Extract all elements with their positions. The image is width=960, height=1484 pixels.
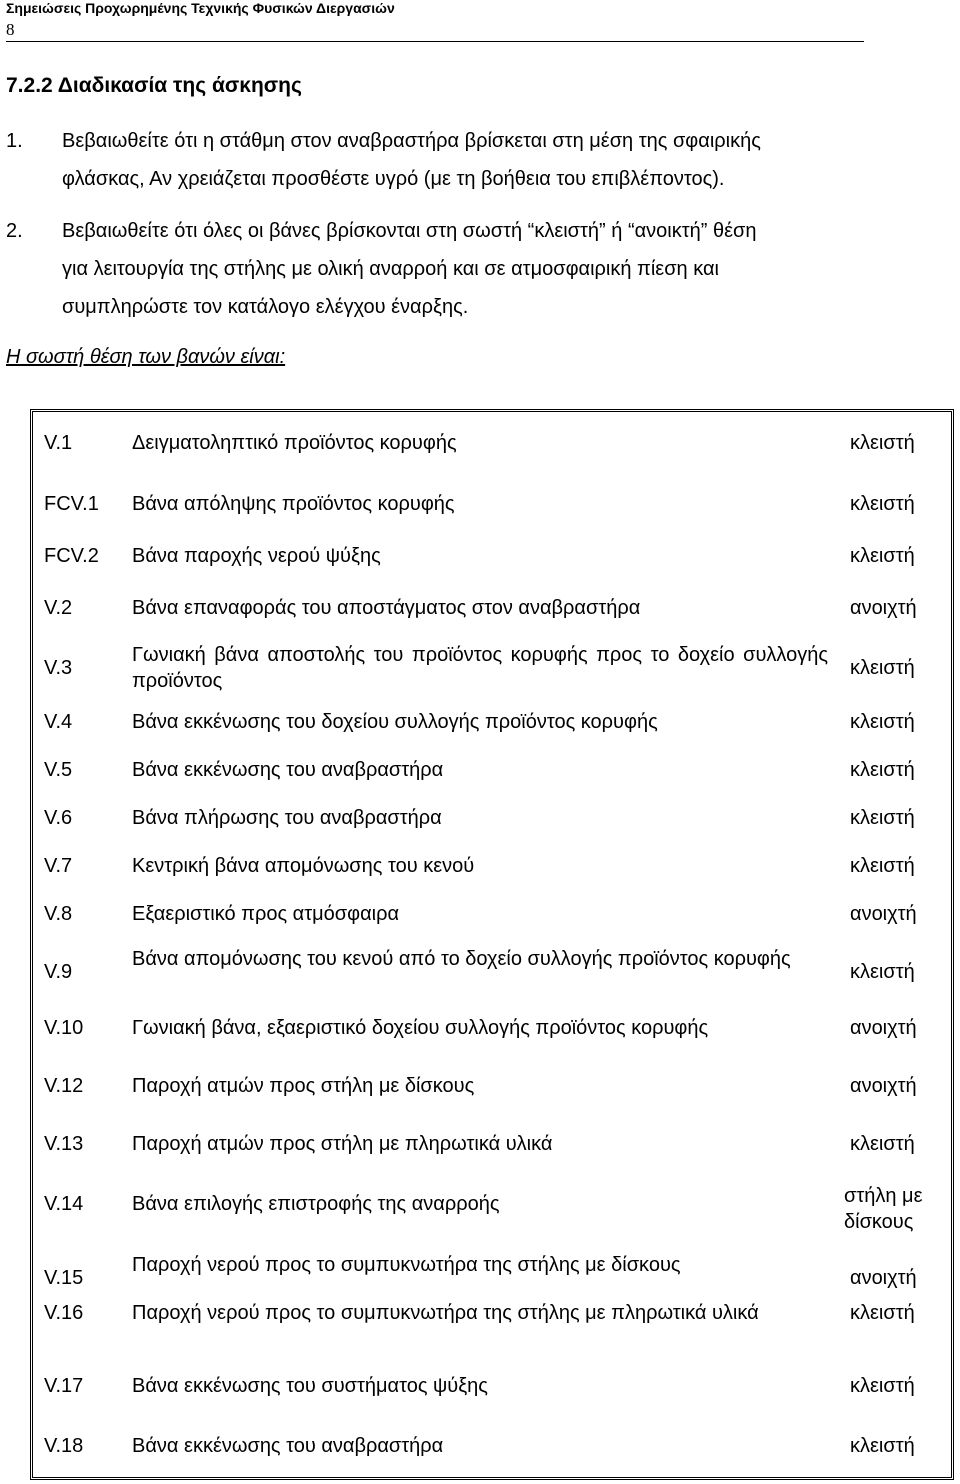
step-number: 1. bbox=[6, 130, 23, 152]
valve-id: V.14 bbox=[44, 1193, 84, 1215]
valve-id: V.13 bbox=[44, 1133, 84, 1155]
valve-state: κλειστή bbox=[850, 961, 915, 983]
valve-id: V.18 bbox=[44, 1435, 84, 1457]
valve-description: Βάνα πλήρωσης του αναβραστήρα bbox=[132, 807, 442, 829]
valve-description: Βάνα παροχής νερού ψύξης bbox=[132, 545, 381, 567]
valve-id: V.4 bbox=[44, 711, 73, 733]
step-text-line: για λειτουργία της στήλης με ολική αναρροή και σε ατμοσφαιρική πίεση και bbox=[62, 258, 719, 280]
valve-id: V.7 bbox=[44, 855, 73, 877]
valve-description: Βάνα εκκένωσης του αναβραστήρα bbox=[132, 1435, 444, 1457]
step-text-line: Βεβαιωθείτε ότι η στάθμη στον αναβραστήρα βρίσκεται στη μέση της σφαιρικής bbox=[62, 130, 761, 152]
valve-id: V.6 bbox=[44, 807, 73, 829]
document-header-title: Σημειώσεις Προχωρημένης Τεχνικής Φυσικών Διεργασιών bbox=[6, 0, 395, 16]
valve-description: Βάνα εκκένωσης του αναβραστήρα bbox=[132, 759, 444, 781]
valve-id: V.16 bbox=[44, 1302, 84, 1324]
valve-id: V.1 bbox=[44, 432, 73, 454]
valve-state: κλειστή bbox=[850, 1133, 915, 1155]
valve-id: V.15 bbox=[44, 1267, 84, 1289]
valve-description: Γωνιακή βάνα αποστολής του προϊόντος κορυφής προς το δοχείο συλλογής προϊόντος bbox=[132, 644, 828, 692]
valve-state: κλειστή bbox=[850, 657, 915, 679]
valve-description: Γωνιακή βάνα, εξαεριστικό δοχείου συλλογής προϊόντος κορυφής bbox=[132, 1017, 709, 1039]
valve-state: κλειστή bbox=[850, 711, 915, 733]
valve-description: Εξαεριστικό προς ατμόσφαιρα bbox=[132, 903, 400, 925]
valve-id: V.5 bbox=[44, 759, 73, 781]
valve-description: Βάνα απόληψης προϊόντος κορυφής bbox=[132, 493, 455, 515]
valve-state: κλειστή bbox=[850, 493, 915, 515]
valve-id: V.9 bbox=[44, 961, 73, 983]
valve-description: Βάνα επαναφοράς του αποστάγματος στον αναβραστήρα bbox=[132, 597, 641, 619]
valve-id: V.17 bbox=[44, 1375, 84, 1397]
step-2 bbox=[6, 212, 866, 326]
valve-state: κλειστή bbox=[850, 1302, 915, 1324]
valve-state: κλειστή bbox=[850, 1375, 915, 1397]
valve-description: Βάνα απομόνωσης του κενού από το δοχείο συλλογής προϊόντος κορυφής bbox=[132, 948, 791, 970]
step-number: 2. bbox=[6, 220, 23, 242]
page-number: 8 bbox=[6, 20, 15, 39]
valve-state: κλειστή bbox=[850, 855, 915, 877]
valve-state: στήλη με δίσκους bbox=[844, 1185, 923, 1233]
valve-state: ανοιχτή bbox=[850, 1017, 917, 1039]
valve-description: Βάνα εκκένωσης του συστήματος ψύξης bbox=[132, 1375, 488, 1397]
valve-state: κλειστή bbox=[850, 759, 915, 781]
valve-state: ανοιχτή bbox=[850, 903, 917, 925]
valve-description: Παροχή ατμών προς στήλη με πληρωτικά υλικά bbox=[132, 1133, 553, 1155]
valve-description: Παροχή νερού προς το συμπυκνωτήρα της στήλης με πληρωτικά υλικά bbox=[132, 1302, 759, 1324]
valve-description: Παροχή νερού προς το συμπυκνωτήρα της στήλης με δίσκους bbox=[132, 1254, 681, 1276]
valve-description: Βάνα επιλογής επιστροφής της αναρροής bbox=[132, 1193, 500, 1215]
valve-state: ανοιχτή bbox=[850, 1075, 917, 1097]
header-divider bbox=[6, 41, 864, 42]
valve-description: Βάνα εκκένωσης του δοχείου συλλογής προϊόντος κορυφής bbox=[132, 711, 658, 733]
valve-id: V.2 bbox=[44, 597, 73, 619]
valve-position-note: Η σωστή θέση των βανών είναι: bbox=[6, 346, 286, 368]
valve-description: Κεντρική βάνα απομόνωσης του κενού bbox=[132, 855, 475, 877]
valve-state: ανοιχτή bbox=[850, 597, 917, 619]
step-text-line: συμπληρώστε τον κατάλογο ελέγχου έναρξης. bbox=[62, 296, 469, 318]
valve-id: V.8 bbox=[44, 903, 73, 925]
valve-state: κλειστή bbox=[850, 432, 915, 454]
valve-id: FCV.2 bbox=[44, 545, 99, 567]
valve-id: V.3 bbox=[44, 657, 73, 679]
valve-state: κλειστή bbox=[850, 545, 915, 567]
step-1 bbox=[6, 122, 866, 198]
step-text-line: φλάσκας, Αν χρειάζεται προσθέστε υγρό (με τη βοήθεια του επιβλέποντος). bbox=[62, 168, 725, 190]
valve-id: V.10 bbox=[44, 1017, 84, 1039]
valve-state: κλειστή bbox=[850, 1435, 915, 1457]
valve-description: Δειγματοληπτικό προϊόντος κορυφής bbox=[132, 432, 457, 454]
valve-state: κλειστή bbox=[850, 807, 915, 829]
step-text-line: Βεβαιωθείτε ότι όλες οι βάνες βρίσκονται στη σωστή “κλειστή” ή “ανοικτή” θέση bbox=[62, 220, 757, 242]
valve-state: ανοιχτή bbox=[850, 1267, 917, 1289]
valve-id: FCV.1 bbox=[44, 493, 99, 515]
valve-description: Παροχή ατμών προς στήλη με δίσκους bbox=[132, 1075, 475, 1097]
valve-id: V.12 bbox=[44, 1075, 84, 1097]
section-title: 7.2.2 Διαδικασία της άσκησης bbox=[6, 74, 302, 97]
